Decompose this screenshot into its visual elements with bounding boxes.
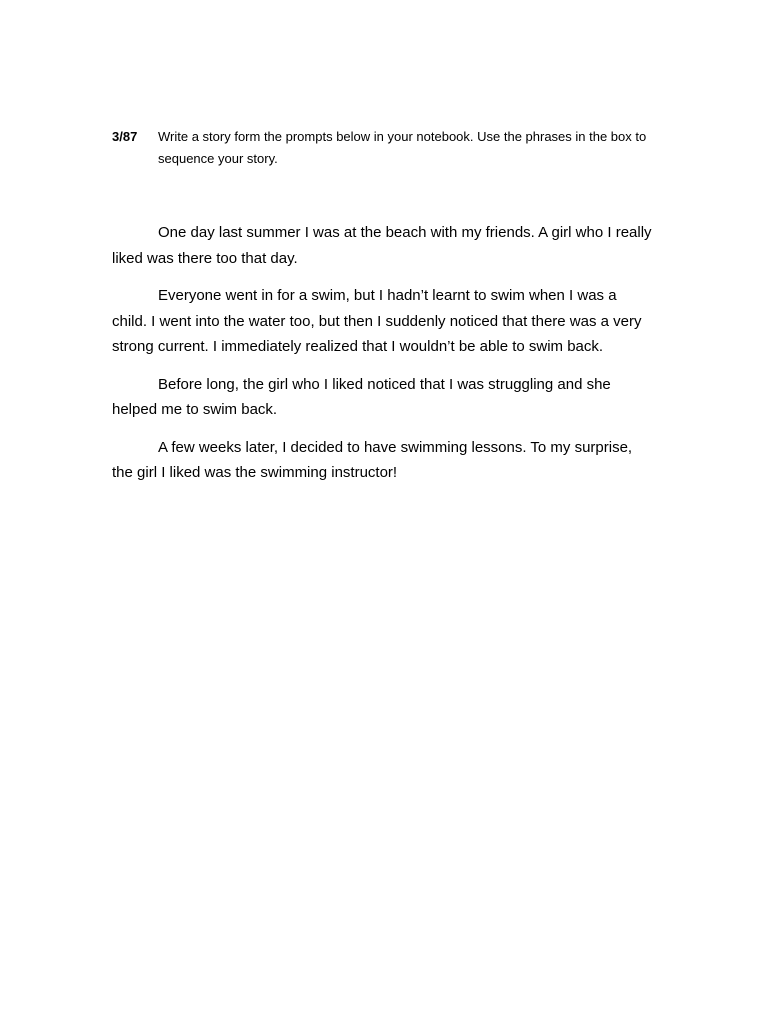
story-paragraph-1: One day last summer I was at the beach with my friends. A girl who I really liked was there too that day. bbox=[112, 224, 652, 267]
exercise-header bbox=[112, 126, 652, 170]
exercise-number: 3/87 bbox=[112, 129, 138, 144]
story-paragraph-3: Before long, the girl who I liked noticed that I was struggling and she helped me to swim back. bbox=[112, 375, 611, 418]
story-paragraph-4: A few weeks later, I decided to have swimming lessons. To my surprise, the girl I liked was the swimming instructor! bbox=[112, 438, 633, 481]
story-body bbox=[112, 220, 652, 498]
story-paragraph-2: Everyone went in for a swim, but I hadn’t learnt to swim when I was a child. I went into the water too, but then I suddenly noticed that there was a very strong current. I immediately realized that I wouldn’t be able to swim back. bbox=[112, 287, 642, 355]
exercise-instruction: Write a story form the prompts below in your notebook. Use the phrases in the box to sequence your story. bbox=[158, 129, 647, 166]
